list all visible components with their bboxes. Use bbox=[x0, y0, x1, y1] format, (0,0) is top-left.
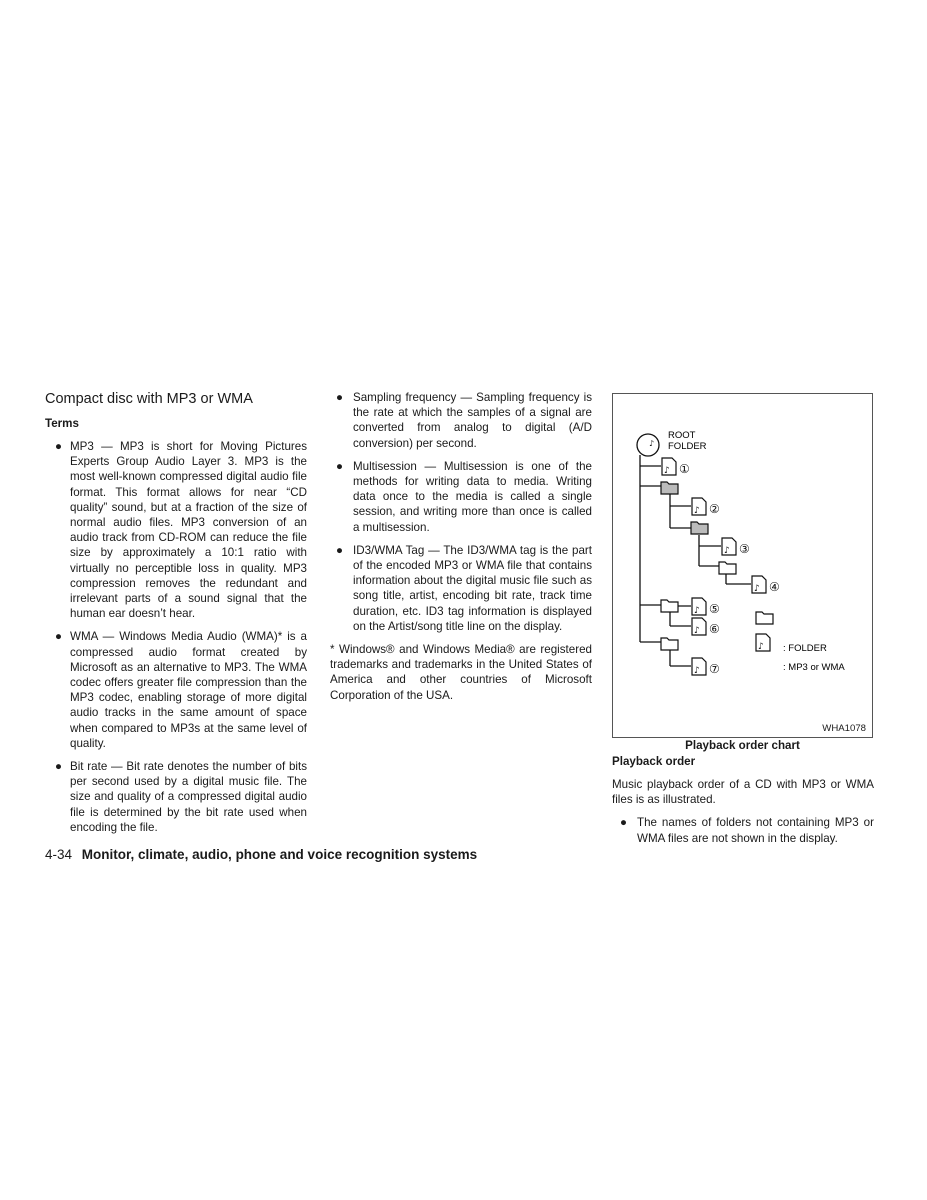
trademark-footnote: * Windows® and Windows Media® are registered trademarks and trademarks in the United States of America and other countries of Microsoft Corporation of the USA. bbox=[330, 643, 592, 702]
svg-text:♪: ♪ bbox=[694, 506, 700, 516]
playback-number-7: ⑦ bbox=[709, 662, 720, 676]
note-folder-names: ● The names of folders not containing MP3 or WMA files are not shown in the display. bbox=[620, 816, 874, 845]
playback-number-6: ⑥ bbox=[709, 622, 720, 636]
svg-text:♪: ♪ bbox=[694, 606, 700, 616]
column-1 bbox=[45, 390, 307, 843]
svg-text:♪: ♪ bbox=[664, 466, 670, 476]
chapter-title: Monitor, climate, audio, phone and voice recognition systems bbox=[81, 847, 478, 862]
bullet-icon: ● bbox=[620, 816, 628, 830]
playback-number-2: ② bbox=[709, 502, 720, 516]
column-3 bbox=[612, 755, 874, 854]
playback-order-figure bbox=[612, 393, 873, 738]
folder-icon bbox=[691, 522, 708, 534]
page-footer bbox=[45, 847, 477, 863]
legend-folder-icon bbox=[756, 612, 773, 624]
term-mp3: ● MP3 — MP3 is short for Moving Pictures Experts Group Audio Layer 3. MP3 is the most well-known compressed digital audio file format. This format allows for near “CD quality” sound, but at a fraction of the size of normal audio files. MP3 conversion of an audio track from CD-ROM can reduce the file size by approximately a 10:1 ratio with virtually no perceptible loss in quality. MP3 compression removes the redundant and irrelevant parts of a sound signal that the human ear doesn’t hear. bbox=[55, 440, 307, 621]
svg-text:♪: ♪ bbox=[694, 666, 700, 676]
terms-heading: Terms bbox=[45, 417, 79, 430]
folder-tree-diagram bbox=[613, 394, 872, 737]
term-wma: ● WMA — Windows Media Audio (WMA)* is a compressed audio format created by Microsoft as an alternative to MP3. The WMA codec offers greater file compression than the MP3 codec, enabling storage of more digital audio tracks in the same amount of space when compared to MP3s at the same level of quality. bbox=[55, 630, 307, 750]
playback-order-paragraph: Music playback order of a CD with MP3 or WMA files is as illustrated. bbox=[612, 778, 874, 807]
svg-text:♪: ♪ bbox=[724, 546, 730, 556]
playback-number-1: ① bbox=[679, 462, 690, 476]
folder-icon bbox=[719, 562, 736, 574]
legend-folder-label: : FOLDER bbox=[783, 643, 827, 654]
cd-root-icon bbox=[637, 434, 659, 456]
figure-caption: Playback order chart bbox=[685, 739, 800, 752]
playback-order-heading: Playback order bbox=[612, 755, 696, 768]
bullet-icon: ● bbox=[55, 630, 63, 644]
bullet-icon: ● bbox=[336, 459, 344, 473]
root-label-line-2: FOLDER bbox=[668, 441, 707, 452]
section-title: Compact disc with MP3 or WMA bbox=[45, 391, 253, 407]
terms-list-continued bbox=[330, 390, 592, 634]
playback-number-3: ③ bbox=[739, 542, 750, 556]
playback-notes bbox=[612, 815, 874, 845]
svg-text:♪: ♪ bbox=[694, 626, 700, 636]
bullet-icon: ● bbox=[336, 543, 344, 557]
folder-icon bbox=[661, 600, 678, 612]
bullet-icon: ● bbox=[336, 391, 344, 404]
terms-list bbox=[45, 439, 307, 835]
svg-text:♪: ♪ bbox=[754, 584, 760, 594]
playback-number-5: ⑤ bbox=[709, 602, 720, 616]
folder-icon bbox=[661, 638, 678, 650]
bullet-icon: ● bbox=[55, 760, 63, 774]
figure-code: WHA1078 bbox=[822, 723, 866, 734]
playback-number-4: ④ bbox=[769, 580, 780, 594]
page-number: 4-34 bbox=[45, 847, 73, 862]
root-label-line-1: ROOT bbox=[668, 430, 696, 441]
legend-file-label: : MP3 or WMA bbox=[783, 662, 845, 673]
svg-text:♪: ♪ bbox=[758, 642, 764, 652]
term-sampling-frequency: ● Sampling frequency — Sampling frequency is the rate at which the samples of a signal are converted from analog to digital (A/D conversion) per second. bbox=[336, 391, 592, 450]
term-id3-wma-tag: ● ID3/WMA Tag — The ID3/WMA tag is the part of the encoded MP3 or WMA file that contains information about the digital music file such as song title, artist, encoding bit rate, track time duration, etc. ID3 tag information is displayed on the Artist/song title line on the display. bbox=[336, 543, 592, 633]
term-bit-rate: ● Bit rate — Bit rate denotes the number of bits per second used by a digital music file. The size and quality of a compressed digital audio file is determined by the bit rate used when encoding the file. bbox=[55, 760, 307, 834]
folder-icon bbox=[661, 482, 678, 494]
column-2 bbox=[330, 390, 592, 711]
svg-text:♪: ♪ bbox=[649, 439, 655, 448]
term-multisession: ● Multisession — Multisession is one of the methods for writing data to media. Writing data once to the media is called a single session, and writing more than once is called a multisession. bbox=[336, 459, 592, 534]
bullet-icon: ● bbox=[55, 440, 63, 453]
